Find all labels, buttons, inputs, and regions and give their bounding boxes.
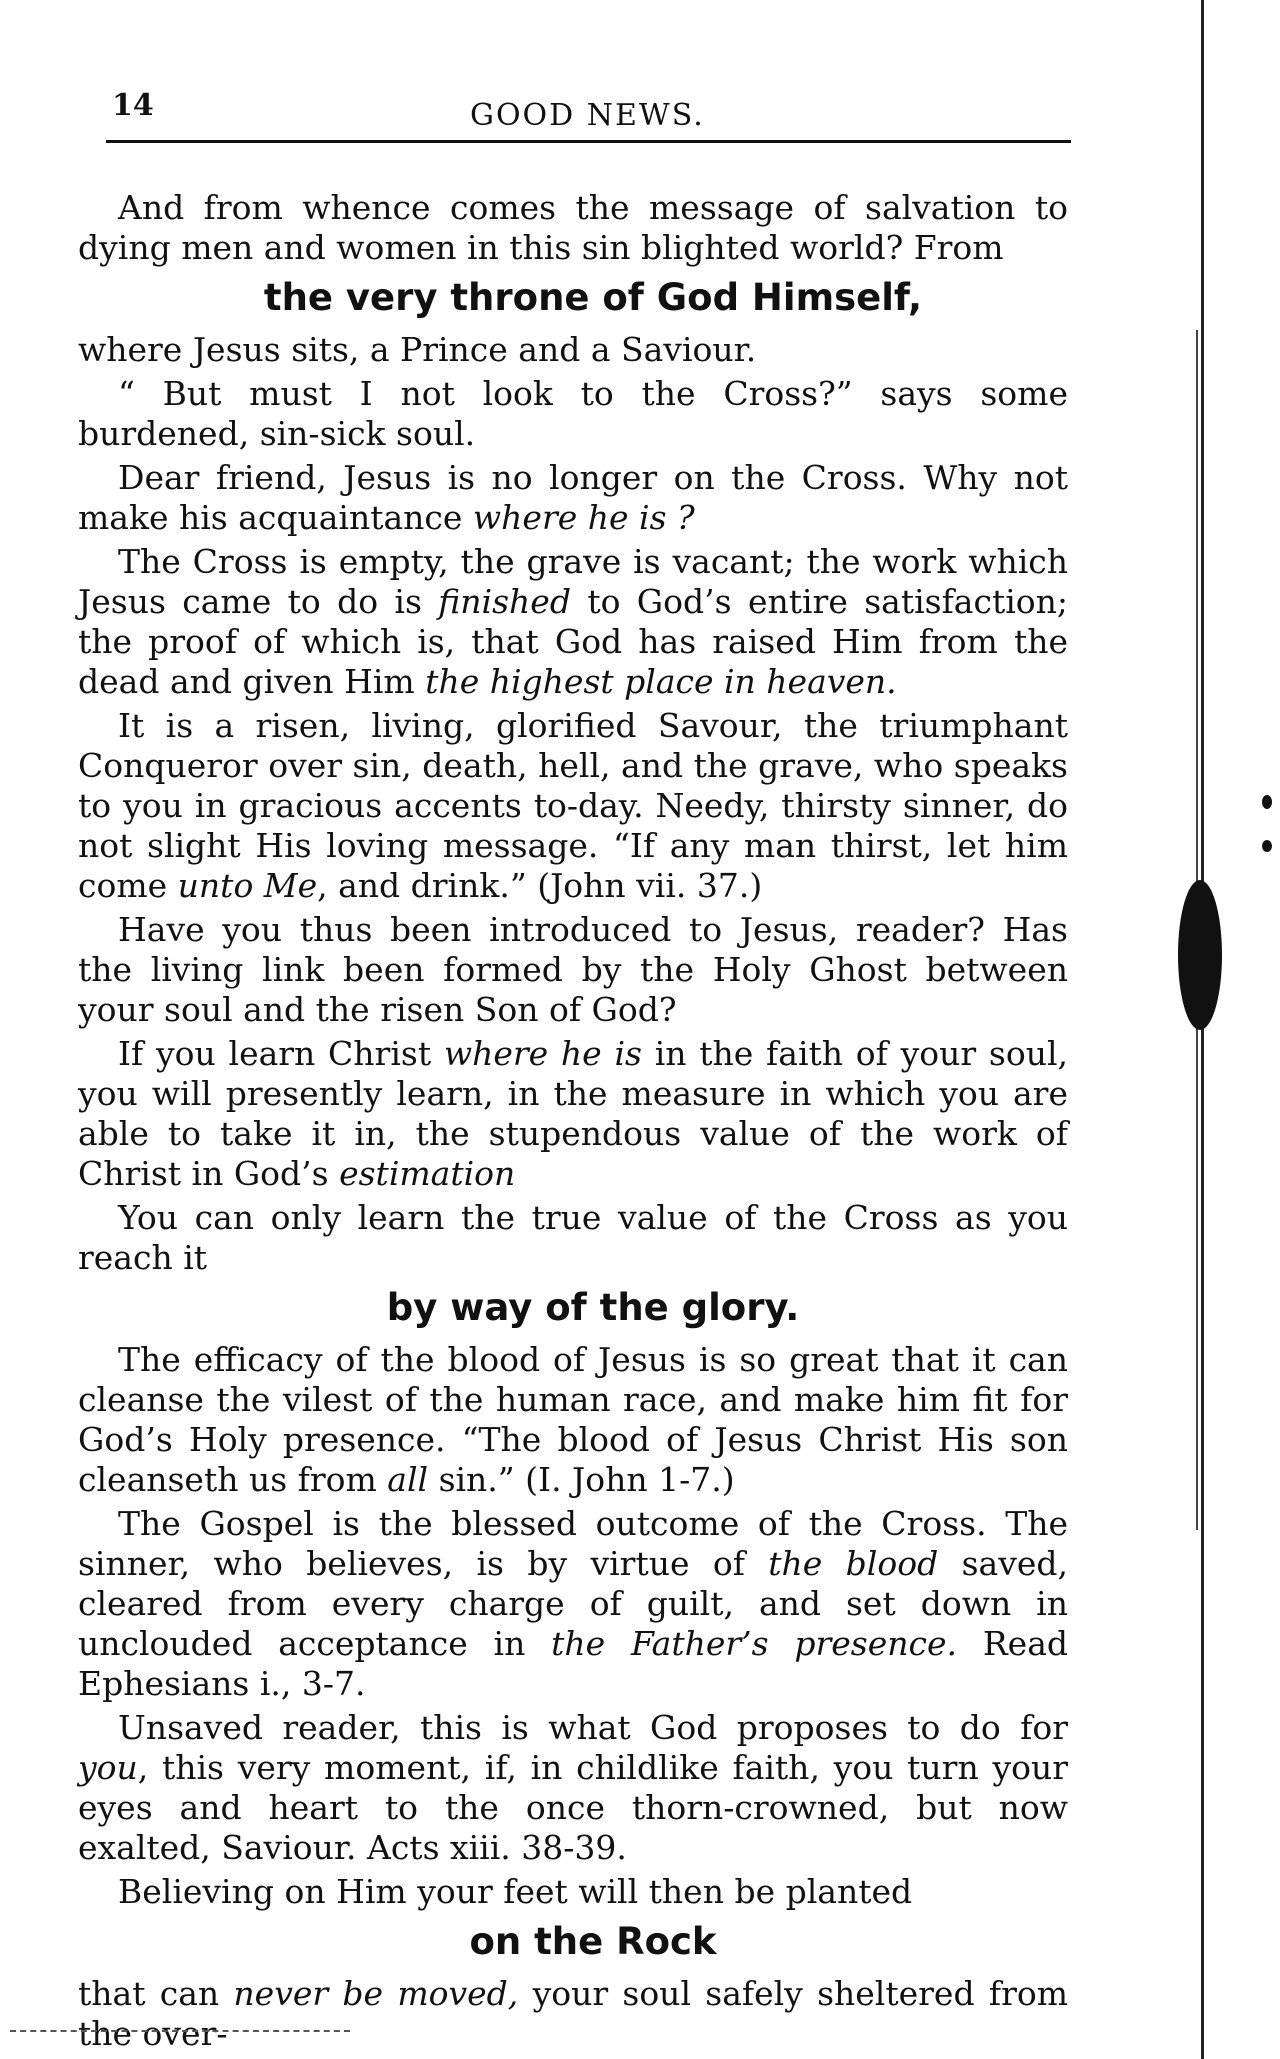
paragraph-10-italic-b: all: [387, 1460, 429, 1499]
bottom-scan-artifact: [10, 2030, 350, 2032]
paragraph-8-italic-b: where he is: [443, 1034, 642, 1073]
paragraph-5-italic-d: the highest place in heaven.: [425, 662, 897, 701]
ink-speck: [1262, 795, 1272, 809]
paragraph-8-italic-d: estimation: [339, 1154, 516, 1193]
paragraph-1: And from whence comes the message of salvation to dying men and women in this sin blighted world? From: [78, 188, 1068, 267]
paragraph-8-text-c: in the faith of your soul, you will presently learn, in the measure in which you are able to take it in, the stupendous value of the work of Christ in God’s: [78, 1034, 1068, 1193]
paragraph-12: [78, 1708, 1068, 1868]
paragraph-12-text-c: , this very moment, if, in childlike faith, you turn your eyes and heart to the once thorn-crowned, but now exalted, Saviour. Acts xiii. 38-39.: [78, 1748, 1068, 1867]
paragraph-2: where Jesus sits, a Prince and a Saviour.: [78, 330, 757, 369]
paragraph-14-italic-b: never be moved,: [233, 1974, 519, 2013]
paragraph-10-text-a: The efficacy of the blood of Jesus is so great that it can cleanse the vilest of the human race, and make him fit for God’s Holy presence. “The blood of Jesus Christ His son cleanseth us from: [78, 1340, 1068, 1499]
paragraph-12-italic-b: you: [78, 1748, 138, 1787]
paragraph-14-text-a: that can: [78, 1974, 234, 2013]
paragraph-8: [78, 1034, 1068, 1194]
paragraph-13: Believing on Him your feet will then be planted: [118, 1872, 913, 1911]
header-rule: [106, 140, 1071, 143]
paragraph-4-italic: where he is ?: [472, 498, 695, 537]
display-line-glory: by way of the glory.: [386, 1286, 800, 1329]
paragraph-11-text-a: The Gospel is the blessed outcome of the Cross. The sinner, who believes, is by virtue of: [78, 1504, 1068, 1583]
paragraph-3: “ But must I not look to the Cross?” says some burdened, sin-sick soul.: [78, 374, 1068, 453]
paragraph-12-text-a: Unsaved reader, this is what God proposes to do for: [118, 1708, 1068, 1747]
paragraph-8-text-a: If you learn Christ: [118, 1034, 444, 1073]
paragraph-9: You can only learn the true value of the Cross as you reach it: [78, 1198, 1068, 1277]
paragraph-10-text-c: sin.” (I. John 1-7.): [428, 1460, 735, 1499]
paragraph-11-text-c: saved, cleared from every charge of guilt, and set down in unclouded acceptance in: [78, 1544, 1068, 1663]
paragraph-6: [78, 706, 1068, 906]
paragraph-11-text-e: Read Ephesians i., 3-7.: [78, 1624, 1069, 1703]
paragraph-14-text-c: your soul safely sheltered from the over-: [78, 1974, 1068, 2053]
paragraph-6-text-a: It is a risen, living, glorified Savour, the triumphant Conqueror over sin, death, hell, and the grave, who speaks to you in gracious accents to-day. Needy, thirsty sinner, do not slight His loving message. “If any man thirst, let him come: [78, 706, 1068, 905]
paragraph-14: [78, 1974, 1068, 2054]
ink-speck: [1262, 840, 1272, 852]
paragraph-4-text: Dear friend, Jesus is no longer on the Cross. Why not make his acquaintance: [78, 458, 1068, 537]
paragraph-6-text-c: , and drink.” (John vii. 37.): [317, 866, 763, 905]
running-title: GOOD NEWS.: [470, 98, 705, 133]
paragraph-11: [78, 1504, 1068, 1704]
paragraph-5-text-a: The Cross is empty, the grave is vacant; the work which Jesus came to do is: [78, 542, 1068, 621]
paragraph-5: [78, 542, 1068, 702]
page-number: 14: [112, 88, 154, 123]
paragraph-11-italic-d: the Father’s presence.: [551, 1624, 958, 1663]
paragraph-10: [78, 1340, 1068, 1500]
paragraph-4: [78, 458, 1068, 538]
display-line-rock: on the Rock: [469, 1920, 717, 1963]
page-body: [78, 188, 1068, 2058]
display-line-throne: the very throne of God Himself,: [263, 276, 923, 319]
ink-blot: [1178, 880, 1222, 1030]
paragraph-5-text-c: to God’s entire satisfaction; the proof of which is, that God has raised Him from the dead and given Him: [78, 582, 1068, 701]
paragraph-5-italic-b: finished: [438, 582, 571, 621]
paragraph-7: Have you thus been introduced to Jesus, reader? Has the living link been formed by the Holy Ghost between your soul and the risen Son of God?: [78, 910, 1068, 1029]
paragraph-11-italic-b: the blood: [768, 1544, 939, 1583]
paragraph-6-italic-b: unto Me: [177, 866, 318, 905]
